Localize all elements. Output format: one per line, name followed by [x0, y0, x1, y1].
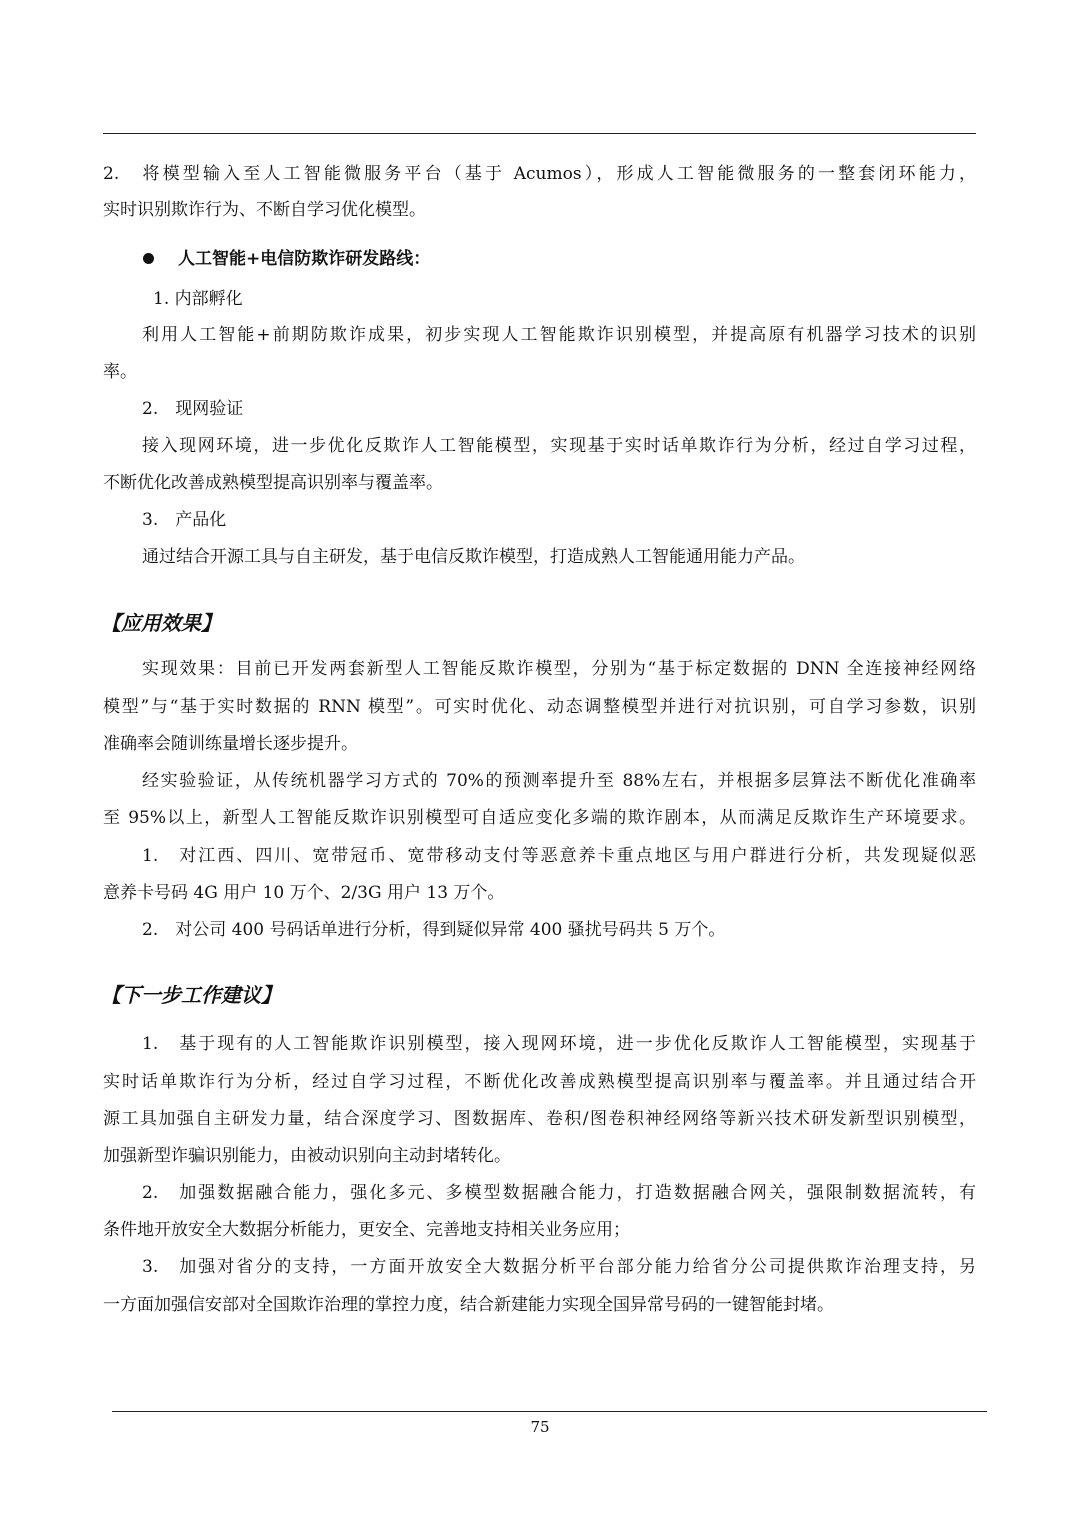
roadmap-step3-line1: 通过结合开源工具与自主研发，基于电信反欺诈模型，打造成熟人工智能通用能力产品。: [142, 547, 805, 567]
effect-item1-line1: 1. 对江西、四川、宽带冠币、宽带移动支付等恶意养卡重点地区与用户群进行分析，共发现疑似恶: [142, 846, 976, 866]
next-item3-line1: 3. 加强对省分的支持，一方面开放安全大数据分析平台部分能力给省分公司提供欺诈治理支持，另: [142, 1257, 976, 1277]
roadmap-step2-title: 2. 现网验证: [142, 399, 244, 419]
roadmap-step2-line2: 不断优化改善成熟模型提高识别率与覆盖率。: [103, 473, 443, 493]
intro-item2-line2: 实时识别欺诈行为、不断自学习优化模型。: [103, 200, 426, 220]
intro-item2-line1: 2. 将模型输入至人工智能微服务平台（基于 Acumos），形成人工智能微服务的一整套闭环能力，: [103, 164, 976, 184]
next-item2-line1: 2. 加强数据融合能力，强化多元、多模型数据融合能力，打造数据融合网关，强限制数据流转，有: [142, 1183, 976, 1203]
effect-item1-line2: 意养卡号码 4G 用户 10 万个、2/3G 用户 13 万个。: [103, 883, 505, 903]
roadmap-step1-line1: 利用人工智能+前期防欺诈成果，初步实现人工智能欺诈识别模型，并提高原有机器学习技术的识别: [142, 325, 976, 345]
roadmap-step1-line2: 率。: [103, 362, 137, 382]
next-item1-line1: 1. 基于现有的人工智能欺诈识别模型，接入现网环境，进一步优化反欺诈人工智能模型，实现基于: [142, 1034, 976, 1054]
roadmap-title: 人工智能+电信防欺诈研发路线：: [178, 249, 431, 269]
effect-p2-line2: 至 95%以上，新型人工智能反欺诈识别模型可自适应变化多端的欺诈剧本，从而满足反欺诈生产环境要求。: [103, 808, 976, 828]
next-item1-line4: 加强新型诈骗识别能力，由被动识别向主动封堵转化。: [103, 1146, 511, 1166]
effect-p1-line3: 准确率会随训练量增长逐步提升。: [103, 734, 358, 754]
next-heading: 【下一步工作建议】: [101, 983, 281, 1007]
next-item1-line2: 实时话单欺诈行为分析，经过自学习过程，不断优化改善成熟模型提高识别率与覆盖率。并且通过结合开: [103, 1072, 976, 1092]
footer-rule: [112, 1411, 987, 1412]
header-rule: [103, 133, 976, 134]
roadmap-step2-line1: 接入现网环境，进一步优化反欺诈人工智能模型，实现基于实时话单欺诈行为分析，经过自学习过程，: [142, 436, 976, 456]
effect-p1-line1: 实现效果：目前已开发两套新型人工智能反欺诈模型，分别为“基于标定数据的 DNN 全连接神经网络: [142, 659, 976, 679]
next-item2-line2: 条件地开放安全大数据分析能力，更安全、完善地支持相关业务应用；: [103, 1220, 630, 1240]
bullet-dot-icon: [143, 253, 154, 264]
effect-p1-line2: 模型”与“基于实时数据的 RNN 模型”。可实时优化、动态调整模型并进行对抗识别，可自学习参数，识别: [103, 697, 976, 717]
roadmap-step1-title: 1. 内部孵化: [153, 289, 243, 309]
next-item1-line3: 源工具加强自主研发力量，结合深度学习、图数据库、卷积/图卷积神经网络等新兴技术研发新型识别模型，: [103, 1109, 976, 1129]
page-number: 75: [530, 1418, 550, 1436]
effect-heading: 【应用效果】: [101, 611, 221, 635]
effect-item2-line1: 2. 对公司 400 号码话单进行分析，得到疑似异常 400 骚扰号码共 5 万个。: [142, 920, 726, 940]
effect-p2-line1: 经实验验证，从传统机器学习方式的 70%的预测率提升至 88%左右，并根据多层算法不断优化准确率: [142, 771, 976, 791]
next-item3-line2: 一方面加强信安部对全国欺诈治理的掌控力度，结合新建能力实现全国异常号码的一键智能封堵。: [103, 1295, 834, 1315]
roadmap-step3-title: 3. 产品化: [142, 510, 227, 530]
